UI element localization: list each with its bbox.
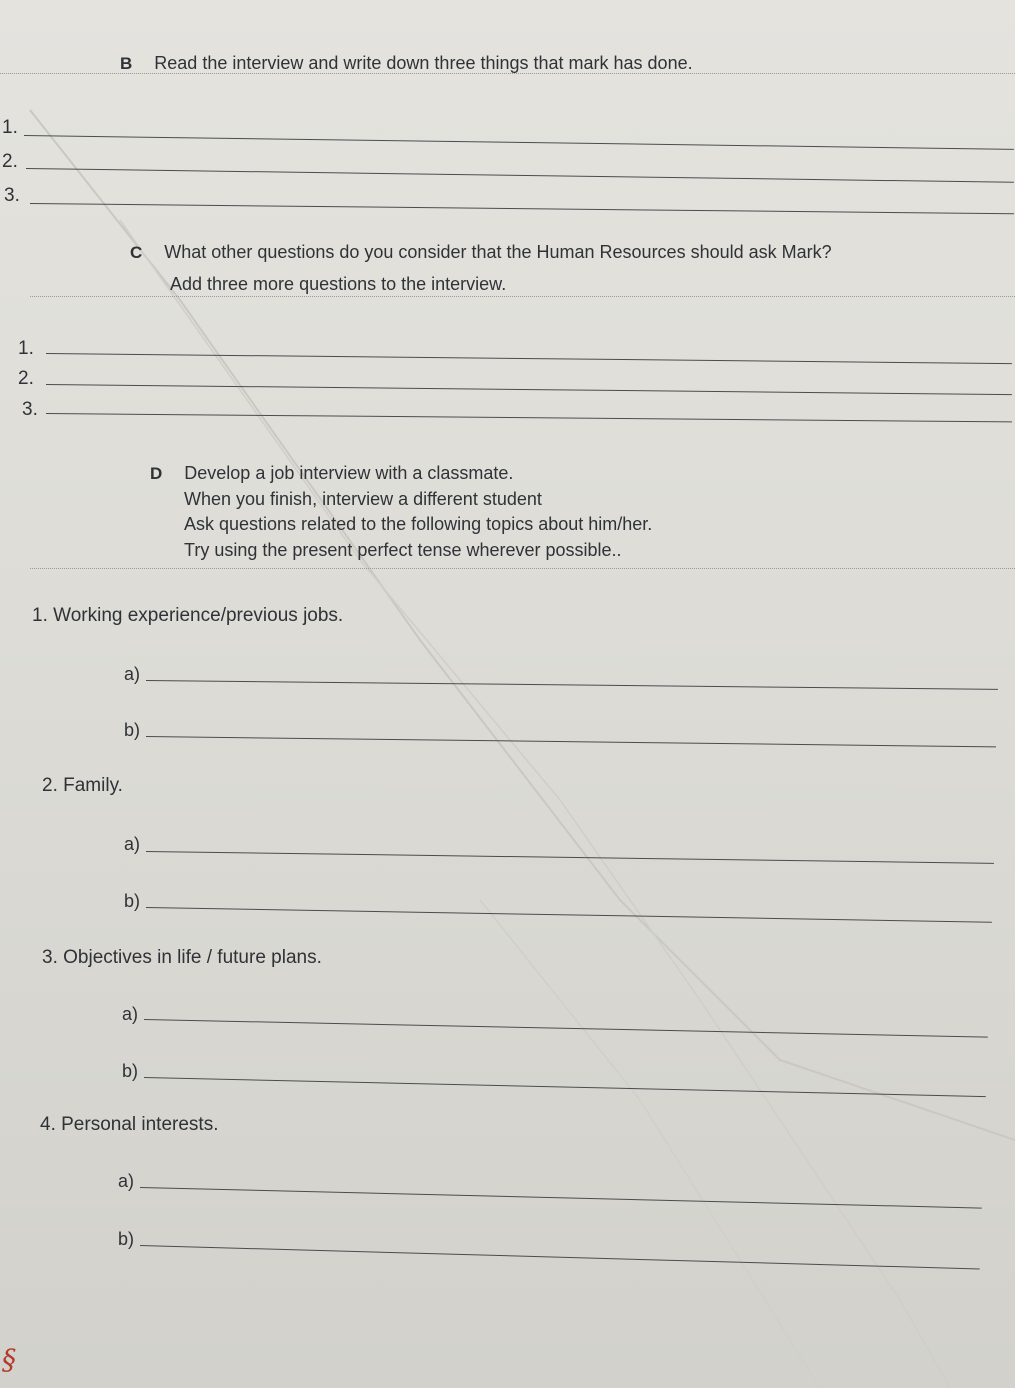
topic-2-title: 2. Family. [42, 775, 123, 796]
section-d-line-1: Develop a job interview with a classmate. [184, 463, 514, 483]
topic-4-title: 4. Personal interests. [40, 1114, 219, 1135]
section-c-line-2-number: 2. [18, 368, 34, 389]
red-swirl-icon: § [2, 1343, 16, 1376]
topic-4-item-a-label: a) [118, 1171, 135, 1191]
section-c-line-3-number: 3. [22, 399, 38, 420]
topic-4-item-b-label: b) [118, 1229, 135, 1249]
section-b-line-3-number: 3. [4, 185, 20, 206]
topic-1-item-b-label: b) [124, 720, 141, 740]
crease-line-2 [120, 220, 950, 1388]
crease-line-3 [480, 900, 820, 1388]
section-c-line-1-number: 1. [18, 338, 34, 359]
section-c-letter: C [130, 243, 143, 262]
topic-2-item-b-label: b) [124, 891, 141, 911]
topic-2-item-a-label: a) [124, 834, 141, 854]
section-c-instruction-line-2: Add three more questions to the interview. [170, 274, 507, 294]
section-d-line-3: Ask questions related to the following topics about him/her. [184, 514, 653, 534]
section-b-heading [120, 52, 693, 75]
section-b-line-1-number: 1. [2, 117, 18, 138]
section-d-heading [150, 462, 513, 485]
section-b-instruction: Read the interview and write down three things that mark has done. [154, 53, 693, 73]
topic-3-title: 3. Objectives in life / future plans. [42, 947, 322, 968]
topic-1-item-a-label: a) [124, 664, 141, 684]
section-b-letter: B [120, 54, 133, 73]
topic-3-item-a-label: a) [122, 1004, 139, 1024]
section-d-line-2: When you finish, interview a different student [184, 489, 542, 509]
section-c-instruction-line-1: What other questions do you consider that the Human Resources should ask Mark? [164, 242, 832, 262]
topic-1-title: 1. Working experience/previous jobs. [32, 605, 344, 626]
section-d-line-4: Try using the present perfect tense wherever possible.. [184, 540, 622, 560]
topic-3-item-b-label: b) [122, 1061, 139, 1081]
dotted-separator [30, 296, 1015, 297]
section-d-letter: D [150, 464, 163, 483]
dotted-separator [30, 568, 1015, 569]
section-b-line-2-number: 2. [2, 151, 18, 172]
section-c-heading [130, 241, 832, 264]
